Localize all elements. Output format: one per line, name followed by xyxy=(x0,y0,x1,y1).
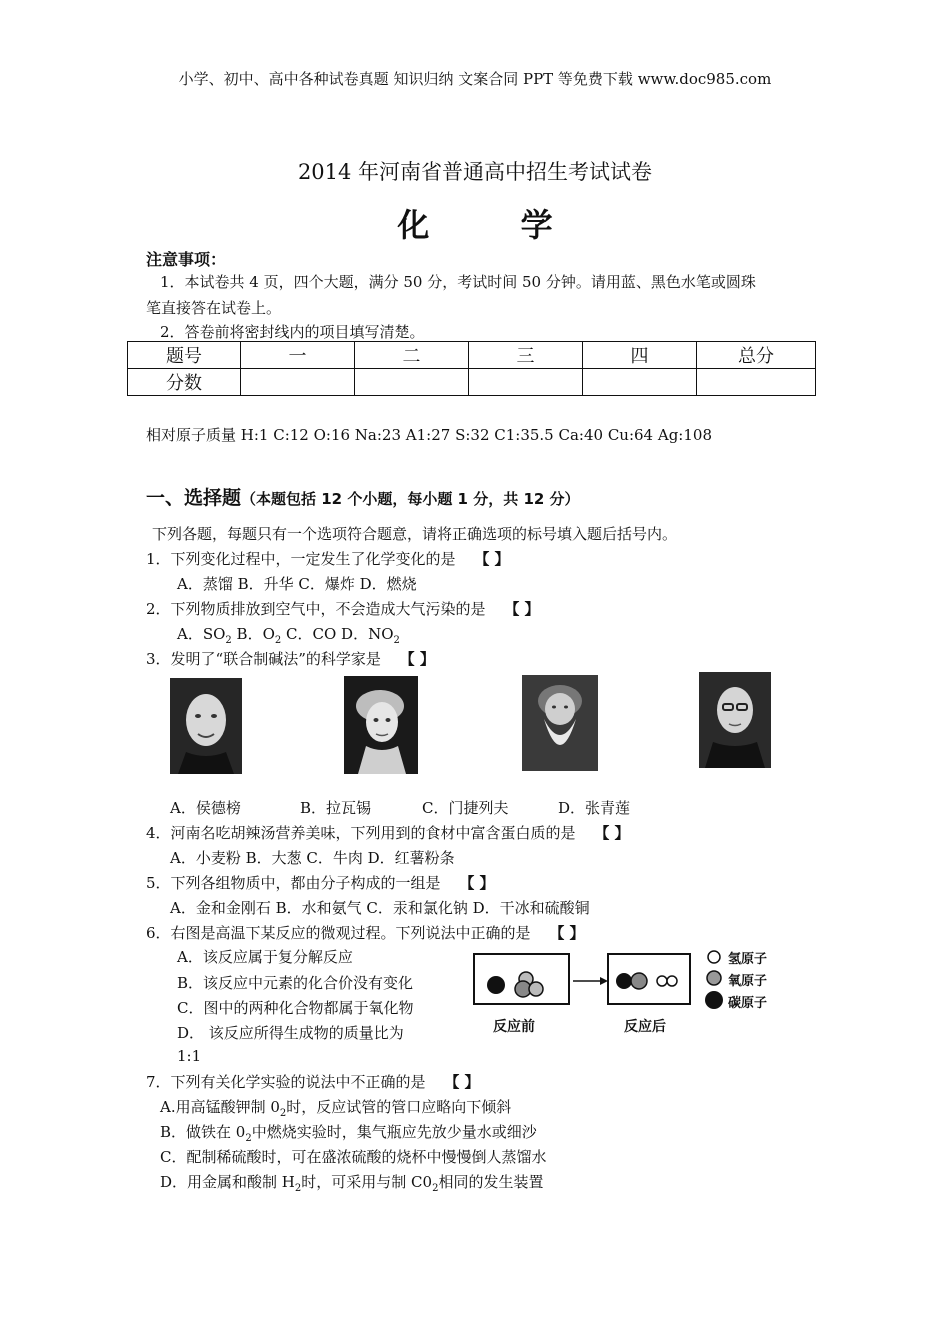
option-b: B．O xyxy=(231,625,275,643)
question-7-option-d xyxy=(160,1171,543,1194)
atomic-masses: 相对原子质量 H:1 C:12 O:16 Na:23 A1:27 S:32 C1:35.5 Ca:40 Cu:64 Ag:108 xyxy=(146,426,712,444)
question-2 xyxy=(146,598,540,619)
oxygen-atom xyxy=(631,973,647,989)
answer-bracket[interactable]: 【 】 xyxy=(594,824,630,842)
question-7-option-b xyxy=(160,1121,537,1144)
portrait-mendeleev xyxy=(522,675,598,771)
score-cell: 题号 xyxy=(128,342,241,369)
score-table-row xyxy=(128,369,816,396)
question-6-option-b: B．该反应中元素的化合价没有变化 xyxy=(177,974,414,992)
question-6 xyxy=(146,922,585,943)
question-6-option-d-cont xyxy=(177,1047,201,1065)
score-cell: 一 xyxy=(241,342,355,369)
arrow-head xyxy=(600,977,608,985)
score-table xyxy=(127,341,816,396)
question-3-option-a: A．侯德榜 xyxy=(170,799,241,817)
score-input-cell[interactable] xyxy=(355,369,469,396)
legend-hydrogen-icon xyxy=(708,951,720,963)
portrait-image xyxy=(170,678,242,774)
notice-item-1: 1．本试卷共 4 页，四个大题，满分 50 分，考试时间 50 分钟。请用蓝、黑色水笔或圆珠 xyxy=(160,273,756,291)
question-4 xyxy=(146,822,630,843)
question-1 xyxy=(146,548,510,569)
question-stem: 7．下列有关化学实验的说法中不正确的是 xyxy=(146,1073,426,1091)
question-3-option-c: C．门捷列夫 xyxy=(422,799,509,817)
option-a: A．SO xyxy=(177,625,226,643)
score-cell: 总分 xyxy=(697,342,816,369)
option-c-d: C．CO D．NO xyxy=(281,625,394,643)
subscript: 2 xyxy=(225,635,232,646)
question-5-options: A．金和金刚石 B．水和氨气 C．汞和氯化钠 D．干冰和硫酸铜 xyxy=(170,899,590,917)
portrait-hou-debang xyxy=(170,678,242,774)
option-text: B．做铁在 0 xyxy=(160,1123,246,1141)
question-5 xyxy=(146,872,495,893)
option-d-value: 1:1 xyxy=(177,1047,202,1065)
option-text: 时，反应试管的管口应略向下倾斜 xyxy=(286,1098,512,1116)
option-text: A.用高锰酸钾制 0 xyxy=(160,1098,280,1116)
question-7 xyxy=(146,1071,480,1092)
question-1-options: A．蒸馏 B．升华 C．爆炸 D．燃烧 xyxy=(177,575,417,593)
answer-bracket[interactable]: 【 】 xyxy=(474,550,510,568)
hydrogen-atom xyxy=(667,976,677,986)
answer-bracket[interactable]: 【 】 xyxy=(444,1073,480,1091)
legend-carbon-icon xyxy=(705,991,723,1009)
score-input-cell[interactable] xyxy=(241,369,355,396)
score-input-cell[interactable] xyxy=(469,369,583,396)
portrait-image xyxy=(522,675,598,771)
score-input-cell[interactable] xyxy=(583,369,697,396)
score-cell: 三 xyxy=(469,342,583,369)
question-6-option-c: C．图中的两种化合物都属于氧化物 xyxy=(177,999,414,1017)
portrait-image xyxy=(344,676,418,774)
question-stem: 6．右图是高温下某反应的微观过程。下列说法中正确的是 xyxy=(146,924,531,942)
notice-heading: 注意事项： xyxy=(146,250,227,269)
section-1-title: 一、选择题 xyxy=(146,487,242,509)
question-3-option-b: B．拉瓦锡 xyxy=(300,799,372,817)
notice-item-2: 2．答卷前将密封线内的项目填写清楚。 xyxy=(160,323,425,341)
question-stem: 2．下列物质排放到空气中，不会造成大气污染的是 xyxy=(146,600,486,618)
question-4-options: A．小麦粉 B．大葱 C．牛肉 D．红薯粉条 xyxy=(170,849,455,867)
option-text: 时，可采用与制 C0 xyxy=(301,1173,433,1191)
score-cell: 二 xyxy=(355,342,469,369)
section-1-note: （本题包括 12 个小题，每小题 1 分，共 12 分） xyxy=(241,490,580,508)
section-1-heading xyxy=(146,483,580,510)
option-text: 中燃烧实验时，集气瓶应先放少量水或细沙 xyxy=(251,1123,537,1141)
subscript: 2 xyxy=(294,1183,302,1194)
score-row-label: 分数 xyxy=(128,369,241,396)
site-header: 小学、初中、高中各种试卷真题 知识归纳 文案合同 PPT 等免费下载 www.doc985.com xyxy=(178,70,772,88)
carbon-atom xyxy=(487,976,505,994)
exam-subject: 化 学 xyxy=(397,206,593,244)
question-3-option-d: D．张青莲 xyxy=(558,799,631,817)
subscript: 2 xyxy=(393,635,400,646)
subscript: 2 xyxy=(432,1183,439,1194)
subscript: 2 xyxy=(245,1133,252,1144)
legend-hydrogen: 氢原子 xyxy=(728,952,768,967)
exam-title: 2014 年河南省普通高中招生考试试卷 xyxy=(297,160,653,184)
legend-carbon: 碳原子 xyxy=(728,996,768,1011)
legend-oxygen-icon xyxy=(707,971,721,985)
notice-item-1-cont: 笔直接答在试卷上。 xyxy=(146,299,282,317)
section-1-instruction: 下列各题，每题只有一个选项符合题意，请将正确选项的标号填入题后括号内。 xyxy=(152,525,678,543)
question-stem: 3．发明了“联合制碱法”的科学家是 xyxy=(146,650,381,668)
option-text: D．用金属和酸制 H xyxy=(160,1173,295,1191)
portrait-lavoisier xyxy=(344,676,418,774)
question-7-option-c: C．配制稀硫酸时，可在盛浓硫酸的烧杯中慢慢倒人蒸馏水 xyxy=(160,1148,547,1166)
score-table-header-row xyxy=(128,342,816,369)
carbon-atom xyxy=(616,973,632,989)
question-6-option-a: A．该反应属于复分解反应 xyxy=(177,948,353,966)
label-after: 反应后 xyxy=(624,1019,666,1035)
subscript: 2 xyxy=(274,635,282,646)
question-stem: 1．下列变化过程中，一定发生了化学变化的是 xyxy=(146,550,456,568)
answer-bracket[interactable]: 【 】 xyxy=(399,650,435,668)
score-cell: 四 xyxy=(583,342,697,369)
hydrogen-atom xyxy=(657,976,667,986)
question-stem: 5．下列各组物质中，都由分子构成的一组是 xyxy=(146,874,441,892)
answer-bracket[interactable]: 【 】 xyxy=(459,874,495,892)
question-6-option-d: D． 该反应所得生成物的质量比为 xyxy=(177,1024,404,1042)
question-2-options xyxy=(177,623,400,646)
subscript: 2 xyxy=(279,1108,287,1119)
hydrogen-atom xyxy=(529,982,543,996)
question-3 xyxy=(146,648,435,669)
label-before: 反应前 xyxy=(493,1019,535,1035)
answer-bracket[interactable]: 【 】 xyxy=(549,924,585,942)
legend-oxygen: 氧原子 xyxy=(728,974,768,989)
answer-bracket[interactable]: 【 】 xyxy=(504,600,540,618)
question-stem: 4．河南名吃胡辣汤营养美味，下列用到的食材中富含蛋白质的是 xyxy=(146,824,576,842)
score-input-cell[interactable] xyxy=(697,369,816,396)
portrait-zhang-qinglian xyxy=(699,672,771,768)
option-text: 相同的发生装置 xyxy=(438,1173,544,1191)
portrait-image xyxy=(699,672,771,768)
question-7-option-a xyxy=(160,1096,511,1119)
